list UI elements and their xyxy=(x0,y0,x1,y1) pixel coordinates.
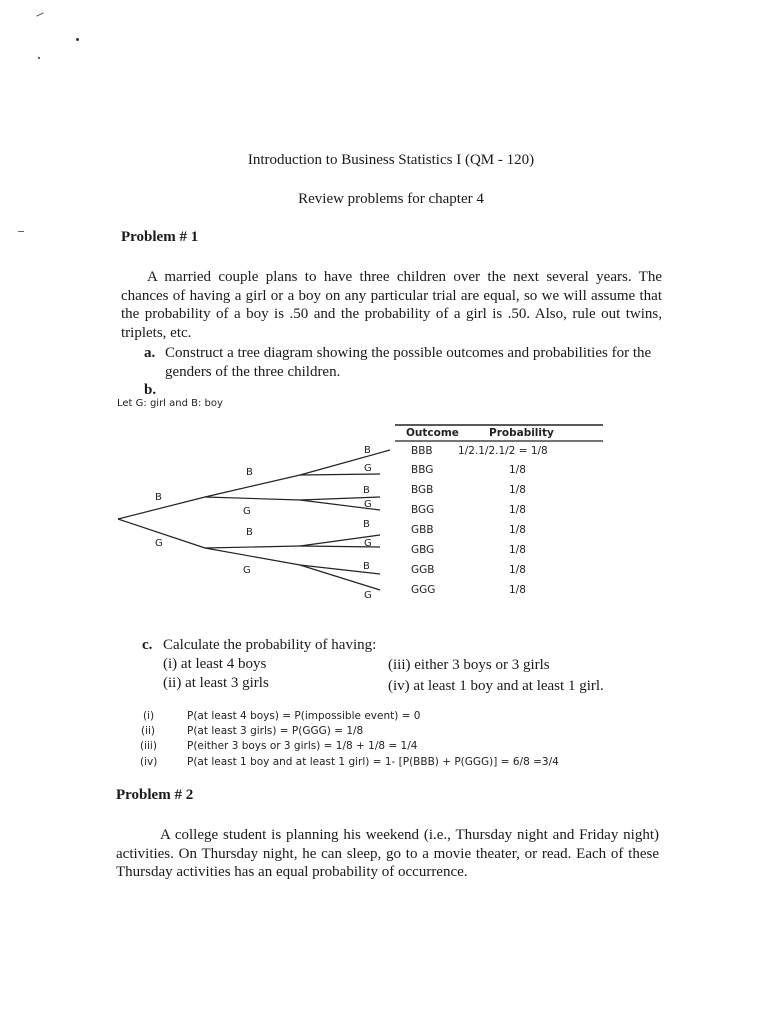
problem-2-paragraph: A college student is planning his weekend (i.e., Thursday night and Friday night) activities. On Thursday night, he can sleep, go to a movie theater, or read. Each of these Thursday activities has an equal probability of occurrence. xyxy=(116,827,659,880)
tree-node-level3: G xyxy=(364,499,372,510)
part-c-text: Calculate the probability of having: xyxy=(163,637,377,653)
tree-node-level2: G xyxy=(243,565,251,576)
answer-text: P(at least 3 girls) = P(GGG) = 1/8 xyxy=(187,725,364,737)
part-b-label: b. xyxy=(144,382,157,398)
table-header-probability: Probability xyxy=(489,427,554,439)
table-prob-cell: 1/8 xyxy=(509,464,526,476)
part-a-text: Construct a tree diagram showing the possible outcomes and probabilities for the genders of the three children. xyxy=(165,345,652,380)
table-outcome-cell: GBG xyxy=(411,544,435,556)
part-a-label: a. xyxy=(144,345,156,361)
table-prob-cell: 1/8 xyxy=(509,564,526,576)
answer-number: (iv) xyxy=(140,756,158,768)
table-prob-cell: 1/2.1/2.1/2 = 1/8 xyxy=(458,445,548,457)
answer-text: P(at least 4 boys) = P(impossible event) = 0 xyxy=(187,710,421,722)
part-c-item: (iii) either 3 boys or 3 girls xyxy=(388,657,550,673)
part-c-item: (i) at least 4 boys xyxy=(163,656,267,672)
tree-node-level2: B xyxy=(246,527,253,538)
problem-1-heading: Problem # 1 xyxy=(121,229,199,245)
tree-node-level2: G xyxy=(243,506,251,517)
part-c-item: (ii) at least 3 girls xyxy=(163,675,269,691)
table-prob-cell: 1/8 xyxy=(509,504,526,516)
table-prob-cell: 1/8 xyxy=(509,524,526,536)
table-prob-cell: 1/8 xyxy=(509,584,526,596)
table-outcome-cell: GGB xyxy=(411,564,435,576)
table-prob-cell: 1/8 xyxy=(509,484,526,496)
tree-node-level3: G xyxy=(364,538,372,549)
answer-number: (ii) xyxy=(141,725,156,737)
tree-node-level3: B xyxy=(363,485,370,496)
part-c-item: (iv) at least 1 boy and at least 1 girl. xyxy=(388,678,604,694)
answer-number: (i) xyxy=(143,710,155,722)
table-prob-cell: 1/8 xyxy=(509,544,526,556)
tree-node-level1: G xyxy=(155,538,163,549)
let-note: Let G: girl and B: boy xyxy=(117,398,223,409)
table-outcome-cell: BGG xyxy=(411,504,435,516)
table-outcome-cell: GBB xyxy=(411,524,434,536)
tree-node-level3: B xyxy=(363,561,370,572)
tree-node-level1: B xyxy=(155,492,162,503)
answer-number: (iii) xyxy=(140,740,157,752)
table-outcome-cell: BBG xyxy=(411,464,434,476)
answer-text: P(either 3 boys or 3 girls) = 1/8 + 1/8 = 1/4 xyxy=(187,740,418,752)
document-title: Introduction to Business Statistics I (QM - 120) xyxy=(247,152,535,168)
table-outcome-cell: GGG xyxy=(411,584,436,596)
document-subtitle: Review problems for chapter 4 xyxy=(298,191,484,207)
table-outcome-cell: BGB xyxy=(411,484,434,496)
part-c-label: c. xyxy=(142,637,153,653)
tree-node-level2: B xyxy=(246,467,253,478)
problem-2-heading: Problem # 2 xyxy=(116,787,194,803)
tree-node-level3: B xyxy=(363,519,370,530)
table-header-outcome: Outcome xyxy=(406,427,459,439)
problem-1-paragraph: A married couple plans to have three children over the next several years. The chances of having a girl or a boy on any particular trial are equal, so we will assume that the probability of a boy is .50 and the probability of a girl is .50. Also, rule out twins, triplets, etc. xyxy=(121,269,662,341)
answer-text: P(at least 1 boy and at least 1 girl) = 1- [P(BBB) + P(GGG)] = 6/8 =3/4 xyxy=(187,756,559,768)
tree-node-level3: G xyxy=(364,590,372,601)
table-outcome-cell: BBB xyxy=(411,445,433,457)
tree-node-level3: B xyxy=(364,445,371,456)
tree-node-level3: G xyxy=(364,463,372,474)
